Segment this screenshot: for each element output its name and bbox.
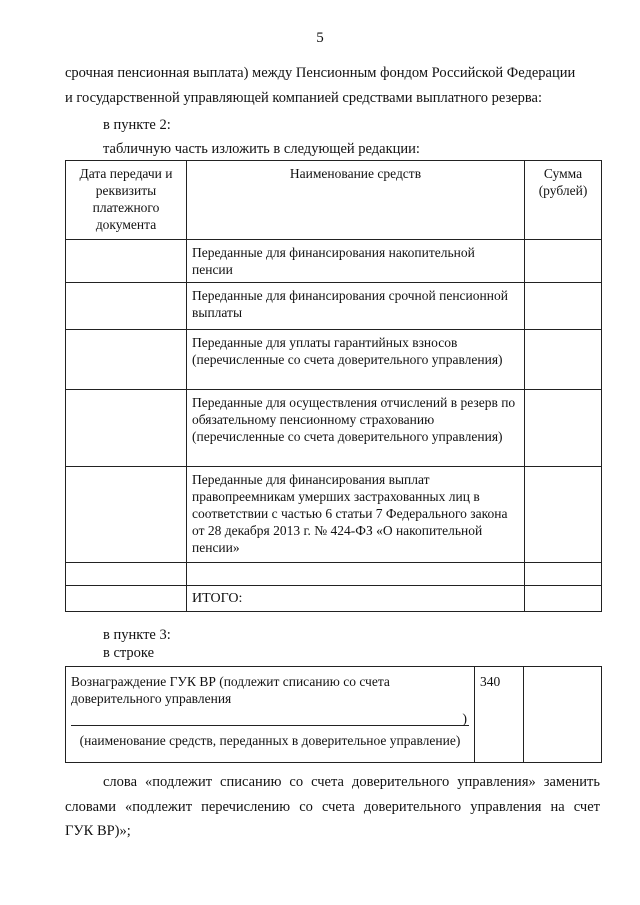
fee-caption: (наименование средств, переданных в доверительное управление)	[79, 733, 461, 748]
table-row	[66, 330, 602, 390]
row-name: Переданные для финансирования накопительной пенсии	[187, 240, 525, 283]
closing-paren: )	[462, 712, 467, 727]
table-header-row	[66, 161, 602, 240]
table-row	[66, 283, 602, 330]
header-name: Наименование средств	[187, 161, 525, 240]
table-row	[66, 467, 602, 563]
intro-line-2: и государственной управляющей компанией средствами выплатного резерва:	[65, 90, 542, 106]
table-row	[66, 667, 602, 763]
row-name	[187, 563, 525, 586]
table-total-row	[66, 586, 602, 612]
row-name: Переданные для осуществления отчислений в резерв по обязательному пенсионному страхованию (перечисленные со счета доверительного управления)	[187, 390, 525, 467]
total-label: ИТОГО:	[187, 586, 525, 612]
header-sum: Сумма (рублей)	[525, 161, 602, 240]
table-row	[66, 390, 602, 467]
row-name: Переданные для финансирования выплат правопреемникам умерших застрахованных лиц в соответствии с частью 6 статьи 7 Федерального закона от 28 декабря 2013 г. № 424-ФЗ «О накопительной пенсии»	[187, 467, 525, 563]
closing-line-3: ГУК ВР)»;	[65, 823, 131, 839]
table-intro: табличную часть изложить в следующей редакции:	[103, 141, 420, 157]
table-row	[66, 240, 602, 283]
row-name: Переданные для уплаты гарантийных взносов (перечисленные со счета доверительного управления)	[187, 330, 525, 390]
row-name: Переданные для финансирования срочной пенсионной выплаты	[187, 283, 525, 330]
closing-line-1: слова «подлежит списанию со счета доверительного управления» заменить	[103, 774, 600, 790]
table-row	[66, 563, 602, 586]
point-2-label: в пункте 2:	[103, 117, 171, 133]
fee-code: 340	[475, 667, 524, 763]
fee-row-table	[65, 666, 602, 763]
underline	[71, 711, 469, 726]
funds-table	[65, 160, 602, 612]
fee-text: Вознаграждение ГУК ВР (подлежит списанию со счета доверительного управления	[71, 674, 390, 706]
closing-line-2: словами «подлежит перечислению со счета доверительного управления на счет	[65, 799, 600, 815]
header-date: Дата передачи и реквизиты платежного документа	[66, 161, 187, 240]
intro-line-1: срочная пенсионная выплата) между Пенсионным фондом Российской Федерации	[65, 65, 576, 81]
page-number: 5	[316, 30, 324, 46]
point-3-label: в пункте 3:	[103, 627, 171, 643]
in-line-label: в строке	[103, 645, 155, 661]
